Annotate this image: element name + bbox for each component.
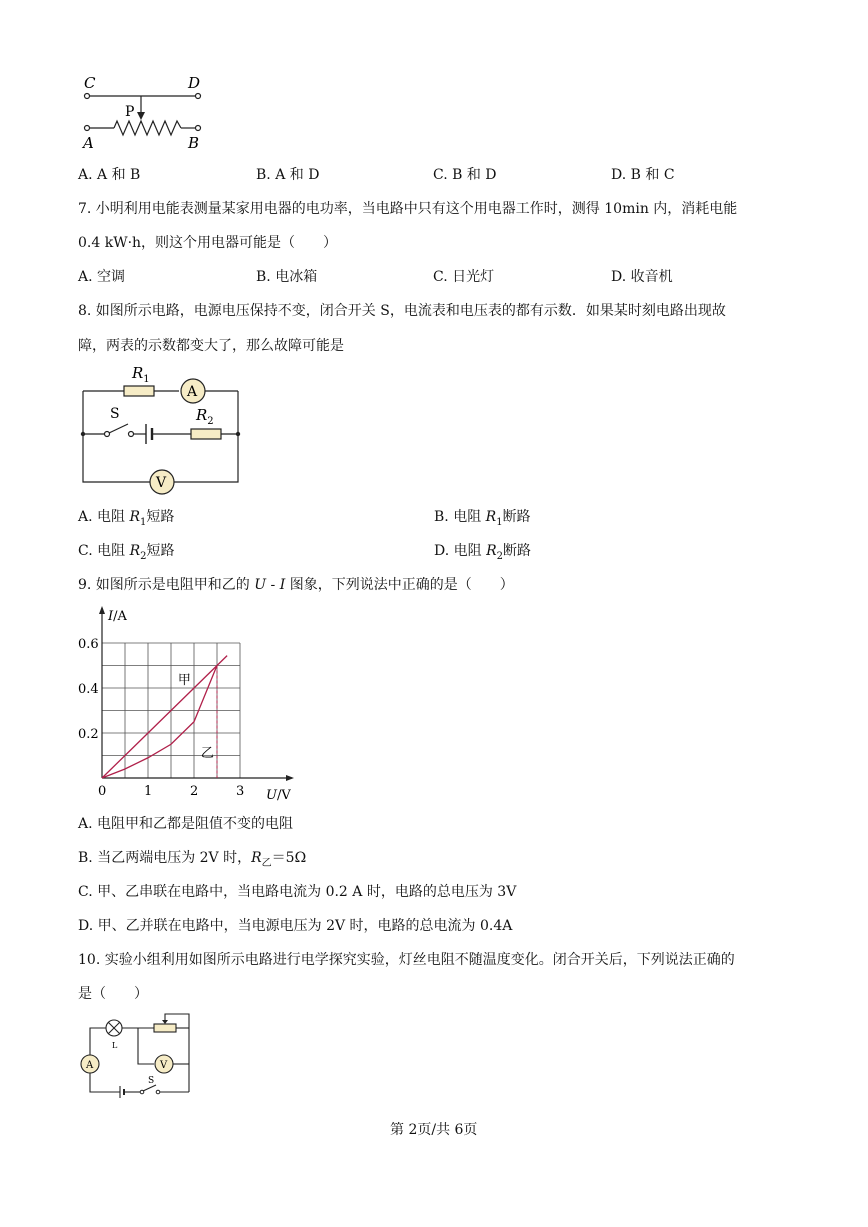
- q9-option-c: C. 甲、乙串联在电路中，当电路电流为 0.2 A 时，电路的总电压为 3V: [78, 884, 517, 900]
- x-tick-label: 0: [98, 784, 107, 799]
- q7-stem-line2: 0.4 kW·h，则这个用电器可能是（ ）: [78, 235, 338, 251]
- q10-stem-line2: 是（ ）: [78, 986, 148, 1002]
- q7-option-a: A. 空调: [78, 269, 126, 285]
- chart-labels: [78, 609, 291, 803]
- q8-stem-line2: 障，两表的示数都变大了，那么故障可能是: [78, 338, 344, 354]
- series-jia-label: 甲: [177, 673, 191, 688]
- q8-option-a: A. 电阻 $R_1$短路: [78, 509, 175, 528]
- label-b: B: [188, 134, 200, 152]
- r2-label: $R_2$: [196, 406, 214, 427]
- q10-stem-line1: 10. 实验小组利用如图所示电路进行电学探究实验，灯丝电阻不随温度变化。闭合开关后，下列说法正确的: [78, 952, 735, 968]
- q8-circuit-figure: [76, 360, 248, 500]
- rheostat-figure: [78, 70, 213, 152]
- q7-option-c: C. 日光灯: [433, 269, 495, 285]
- label-p: P: [125, 104, 135, 120]
- y-tick-label: 0.6: [78, 637, 99, 652]
- y-tick-label: 0.4: [78, 682, 99, 697]
- x-tick-label: 3: [236, 784, 245, 799]
- q10-voltmeter-label: V: [160, 1060, 168, 1071]
- q8-option-c: C. 电阻 $R_2$短路: [78, 543, 175, 562]
- q9-option-b: B. 当乙两端电压为 2V 时，$R_乙=5\Omega$: [78, 850, 307, 869]
- q9-option-a: A. 电阻甲和乙都是阻值不变的电阻: [78, 816, 294, 832]
- chart-axes: [99, 606, 294, 781]
- q10-ammeter-label: A: [86, 1060, 94, 1071]
- q7-option-d: D. 收音机: [611, 269, 673, 285]
- x-tick-label: 1: [144, 784, 153, 799]
- q8-stem-line1: 8. 如图所示电路，电源电压保持不变，闭合开关 S，电流表和电压表的都有示数．如果某时刻电路出现故: [78, 303, 726, 319]
- q8-option-b: B. 电阻 $R_1$断路: [434, 509, 531, 528]
- x-axis-arrow: [286, 775, 294, 781]
- q9-option-d: D. 甲、乙并联在电路中，当电源电压为 2V 时，电路的总电流为 0.4A: [78, 918, 513, 934]
- switch-label: S: [110, 406, 120, 422]
- q7-stem-line1: 7. 小明利用电能表测量某家用电器的电功率，当电路中只有这个用电器工作时，测得 10min 内，消耗电能: [78, 201, 738, 217]
- q8-option-d: D. 电阻 $R_2$断路: [434, 543, 531, 562]
- ui-graph: [74, 600, 304, 808]
- x-axis-label: U/V: [266, 788, 291, 803]
- series-yi-label: 乙: [200, 746, 214, 761]
- ammeter-label: A: [187, 384, 198, 400]
- y-tick-label: 0.2: [78, 727, 99, 742]
- label-c: C: [84, 74, 96, 92]
- q6-option-a: A. A 和 B: [78, 167, 141, 183]
- y-axis-arrow: [99, 606, 105, 614]
- q6-option-b: B. A 和 D: [256, 167, 320, 183]
- q6-option-c: C. B 和 D: [433, 167, 497, 183]
- q9-stem: 9. 如图所示是电阻甲和乙的 U - I 图象，下列说法中正确的是（ ）: [78, 577, 514, 593]
- q6-option-d: D. B 和 C: [611, 167, 675, 183]
- q10-circuit-figure: [76, 1008, 198, 1100]
- label-a: A: [83, 134, 94, 152]
- lamp-label: L: [112, 1041, 118, 1050]
- y-axis-label: I/A: [108, 609, 127, 624]
- q10-switch-label: S: [148, 1076, 155, 1086]
- q7-option-b: B. 电冰箱: [256, 269, 318, 285]
- page-footer: 第 2页/共 6页: [390, 1122, 478, 1138]
- voltmeter-label: V: [156, 475, 167, 491]
- x-tick-label: 2: [190, 784, 199, 799]
- r1-label: $R_1$: [132, 364, 150, 385]
- label-d: D: [188, 74, 201, 92]
